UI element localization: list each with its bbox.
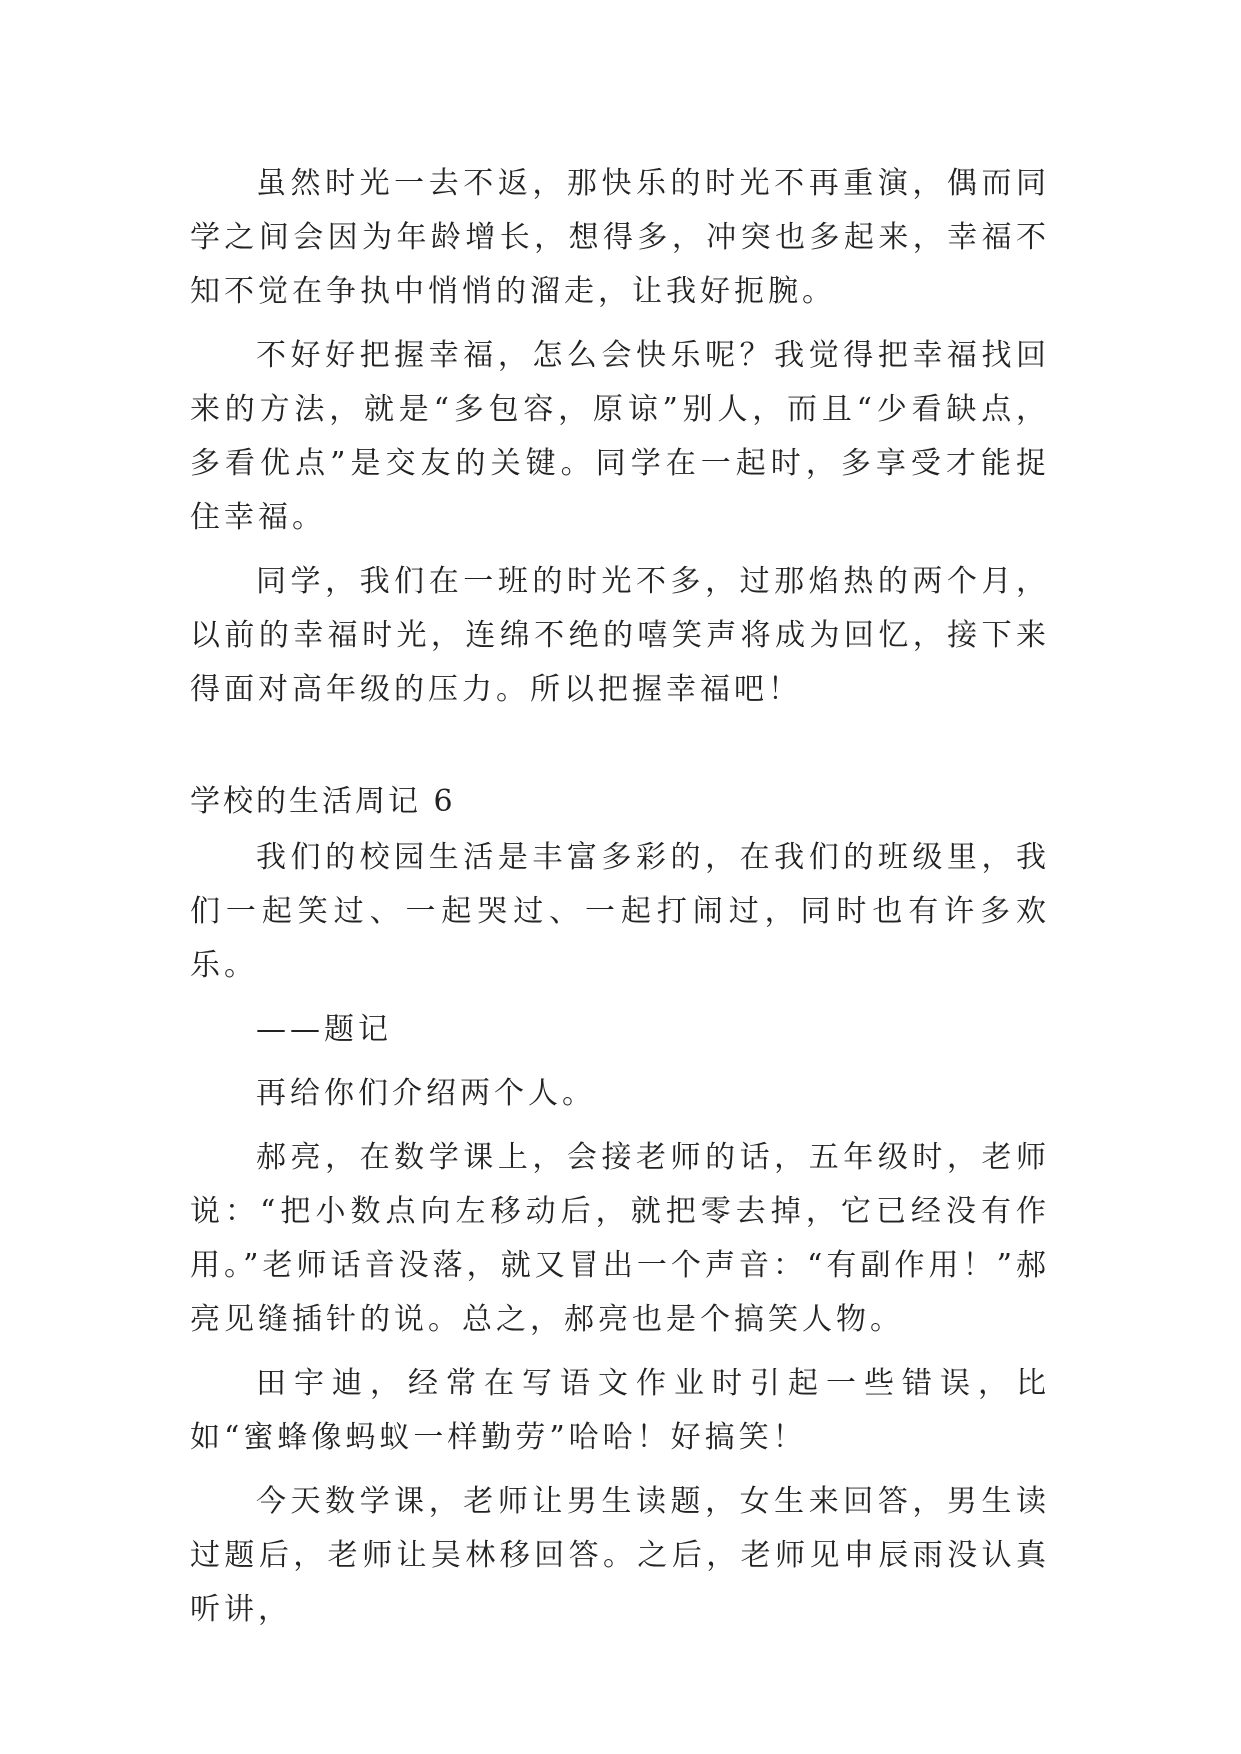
paragraph: 田宇迪，经常在写语文作业时引起一些错误，比如“蜜蜂像蚂蚁一样勤劳”哈哈！好搞笑！ [190,1366,1050,1455]
paragraph: 同学，我们在一班的时光不多，过那焰热的两个月，以前的幸福时光，连绵不绝的嘻笑声将成为回忆，接下来得面对高年级的压力。所以把握幸福吧！ [190,564,1050,707]
epigraph: 我们的校园生活是丰富多彩的，在我们的班级里，我们一起笑过、一起哭过、一起打闹过，同时也有许多欢乐。 [190,840,1050,983]
paragraph: 今天数学课，老师让男生读题，女生来回答，男生读过题后，老师让吴林移回答。之后，老师见申辰雨没认真听讲， [190,1484,1050,1627]
epigraph-sign: ——题记 [256,1012,392,1047]
section-title: 学校的生活周记 6 [190,784,456,819]
paragraph: 虽然时光一去不返，那快乐的时光不再重演，偶而同学之间会因为年龄增长，想得多，冲突也多起来，幸福不知不觉在争执中悄悄的溜走，让我好扼腕。 [190,166,1050,309]
paragraph: 郝亮，在数学课上，会接老师的话，五年级时，老师说：“把小数点向左移动后，就把零去掉，它已经没有作用。”老师话音没落，就又冒出一个声音：“有副作用！”郝亮见缝插针的说。总之，郝亮也是个搞笑人物。 [190,1140,1050,1337]
document-body [190,157,1050,1647]
paragraph: 再给你们介绍两个人。 [256,1076,596,1111]
paragraph: 不好好把握幸福，怎么会快乐呢？我觉得把幸福找回来的方法，就是“多包容，原谅”别人，而且“少看缺点，多看优点”是交友的关键。同学在一起时，多享受才能捉住幸福。 [190,338,1050,535]
